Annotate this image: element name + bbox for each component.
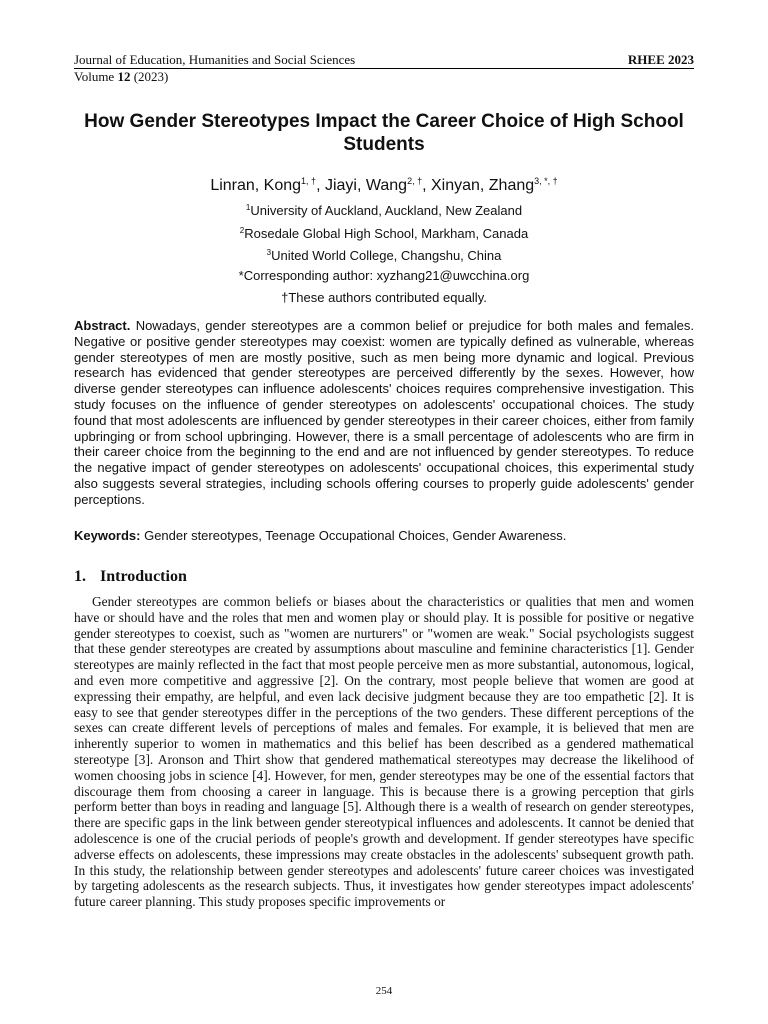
abstract-label: Abstract. [74, 318, 131, 333]
running-header [74, 52, 694, 85]
volume-year: (2023) [133, 69, 169, 84]
affiliation-3 [74, 242, 694, 265]
affiliation-2 [74, 220, 694, 243]
keywords [74, 528, 694, 544]
introduction-paragraph: Gender stereotypes are common beliefs or biases about the characteristics or qualities that men and women have or should have and the roles that men and women play or should play. It is possible for positive or negative gender stereotypes to coexist, such as "women are nurturers" or "women are weak." Social psychologists suggest that these gender stereotypes are created by assumptions about masculine and feminine characteristics [1]. Gender stereotypes are mainly reflected in the fact that most people perceive men as more substantial, autonomous, logical, and even more competitive and aggressive [2]. On the contrary, most people believe that women are good at expressing their empathy, are helpful, and even lack decisive judgment because they are too empathetic [2]. It is easy to see that gender stereotypes differ in the perceptions of the two genders. These different perceptions of the sexes can create different levels of perceptions of males and females. For example, it is believed that men are inherently superior to women in mathematics and this belief has been described as a gendered mathematical stereotype [3]. Aronson and Thirt show that gendered mathematical stereotypes may decrease the likelihood of women choosing jobs in science [4]. However, for men, gender stereotypes may be one of the essential factors that discourage them from choosing a career in language. This is because there is a growing perception that girls perform better than boys in reading and language [5]. Although there is a wealth of research on gender stereotypes, there are specific gaps in the link between gender stereotypical influences and adolescents. It cannot be denied that adolescence is one of the crucial periods of people's growth and development. If gender stereotypes have specific adverse effects on adolescents, these impressions may create obstacles in the adolescents' subsequent growth path. In this study, the relationship between gender stereotypes and adolescents' future career choices was investigated by targeting adolescents as the research subjects. Thus, it investigates how gender stereotypes impact adolescents' future career planning. This study proposes specific improvements or [74, 594, 694, 910]
affiliation-text: Rosedale Global High School, Markham, Canada [244, 225, 529, 241]
affiliation-mark: 2 [239, 225, 245, 235]
author-marks: 3, *, † [534, 176, 558, 186]
affiliation-text: University of Auckland, Auckland, New Zealand [250, 203, 523, 218]
volume-label: Volume [74, 69, 115, 84]
keywords-text: Gender stereotypes, Teenage Occupational Choices, Gender Awareness. [144, 528, 567, 543]
section-heading [74, 567, 187, 587]
volume-line [74, 69, 694, 85]
journal-name: Journal of Education, Humanities and Social Sciences [74, 52, 356, 67]
author-name: Linran, Kong [210, 177, 302, 194]
paper-title: How Gender Stereotypes Impact the Career Choice of High School Students [84, 111, 684, 155]
affiliations [74, 197, 694, 310]
author-name: Jiayi, Wang [324, 177, 408, 194]
affiliation-1 [74, 197, 694, 220]
author-list: Linran, Kong$^{1, \dagger}$, Jiayi, Wang$^{2, \dagger}$, Xinyan, Zhang$^{3, *, \dagger}$ [210, 176, 558, 194]
author-marks: 2, † [407, 176, 423, 186]
section-title: Introduction [100, 568, 187, 585]
conference-label: RHEE 2023 [627, 52, 694, 67]
author-name: Xinyan, Zhang [430, 177, 535, 194]
abstract-text: Nowadays, gender stereotypes are a common belief or prejudice for both males and females. Negative or positive gender stereotypes may coexist: women are typically defined as vulnerable, whereas gender stereotypes of men are mostly positive, such as men being more dynamic and logical. Previous research has evidenced that gender stereotypes are perceived differently by the sexes. However, how diverse gender stereotypes can influence adolescents' choices requires comprehensive investigation. This study focuses on the influence of gender stereotypes on adolescents' occupational choices. The study found that most adolescents are influenced by gender stereotypes in their career choices, either from family upbringing or from school upbringing. However, there is a small percentage of adolescents who are firm in their career choice from the beginning to the end and are not influenced by gender stereotypes. To reduce the negative impact of gender stereotypes on adolescents' occupational choices, this experimental study also suggests several strategies, including schools offering courses to properly guide adolescents' gender perceptions. [74, 318, 694, 507]
affiliation-mark: 1 [245, 203, 251, 212]
volume-number: 12 [117, 69, 131, 84]
keywords-label: Keywords: [74, 528, 141, 543]
affiliation-text: United World College, Changshu, China [271, 248, 502, 263]
corresponding-author: *Corresponding author: xyzhang21@uwcchina.org [238, 267, 530, 283]
header-top-row [74, 52, 694, 69]
affiliation-mark: 3 [266, 248, 272, 257]
abstract [74, 318, 694, 508]
author-marks: 1, † [301, 176, 317, 186]
equal-contribution-note: †These authors contributed equally. [281, 290, 487, 305]
section-number: 1. [74, 568, 86, 585]
page-number: 254 [375, 985, 393, 997]
